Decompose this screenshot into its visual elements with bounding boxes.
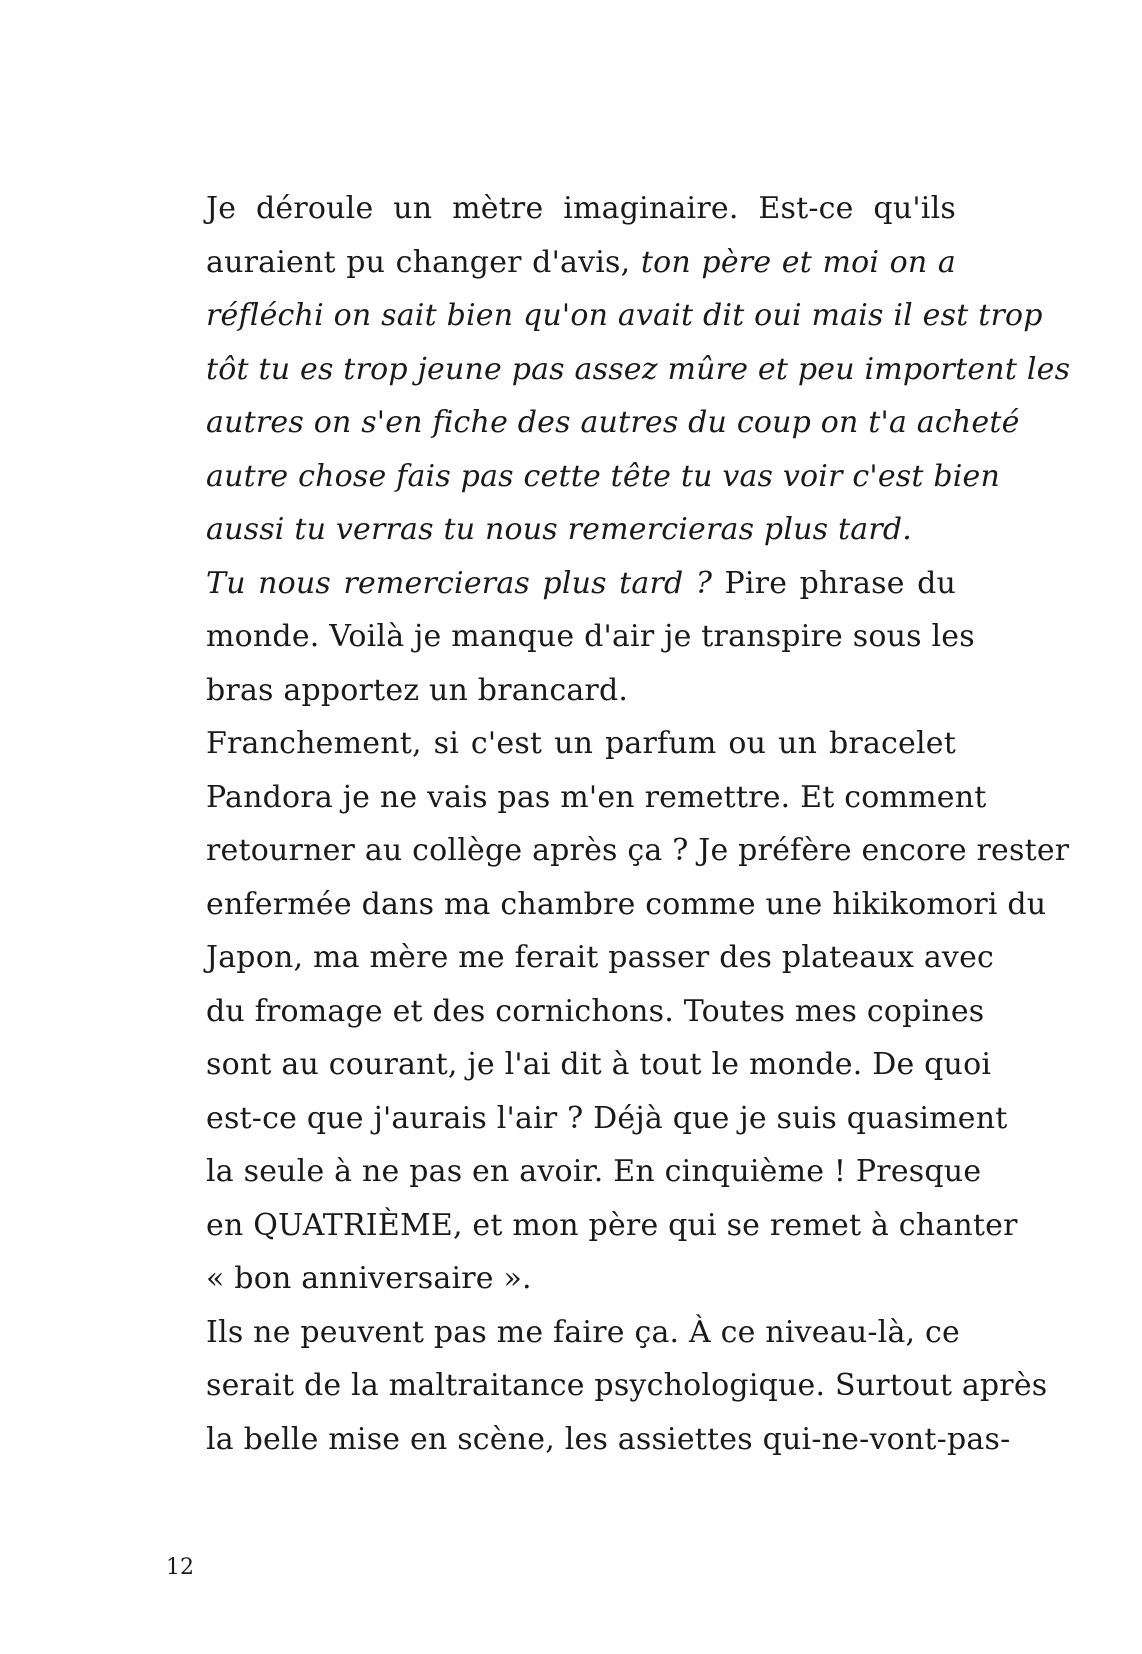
text-line: autres on s'en fiche des autres du coup on t'a acheté: [206, 405, 1020, 440]
text-line: du fromage et des cornichons. Toutes mes copines: [206, 993, 985, 1029]
body-text: [166, 182, 1071, 1466]
text-line: enfermée dans ma chambre comme une hikikomori du: [206, 886, 1047, 922]
text-line: [166, 236, 956, 290]
text-line: sont au courant, je l'ai dit à tout le monde. De quoi: [206, 1047, 992, 1082]
text-line: est-ce que j'aurais l'air ? Déjà que je suis quasiment: [206, 1100, 1008, 1136]
text-line: la seule à ne pas en avoir. En cinquième ! Presque: [206, 1154, 982, 1189]
text-line: Franchement, si c'est un parfum ou un bracelet: [206, 726, 956, 761]
page-number: 12: [166, 1555, 194, 1580]
italic-run: ton père et moi on a: [640, 244, 957, 280]
text-line: la belle mise en scène, les assiettes qui-ne-vont-pas-: [206, 1421, 1011, 1457]
text-line: Ils ne peuvent pas me faire ça. À ce niveau-là, ce: [206, 1314, 960, 1350]
text-line: aussi tu verras tu nous remercieras plus tard.: [206, 512, 913, 547]
text-line: Pandora je ne vais pas m'en remettre. Et comment: [206, 779, 987, 815]
text-line: monde. Voilà je manque d'air je transpire sous les: [206, 619, 975, 654]
text-line: autre chose fais pas cette tête tu vas voir c'est bien: [206, 458, 1001, 494]
text-line: Japon, ma mère me ferait passer des plateaux avec: [206, 940, 995, 975]
text-line: [166, 557, 956, 611]
paragraph-4: [166, 1306, 1048, 1467]
text-line: serait de la maltraitance psychologique. Surtout après: [206, 1368, 1048, 1403]
text-line: tôt tu es trop jeune pas assez mûre et peu importent les: [206, 351, 1071, 387]
paragraph-2: [166, 557, 975, 718]
text-line: réfléchi on sait bien qu'on avait dit oui mais il est trop: [206, 298, 1043, 333]
paragraph-1: [166, 182, 1071, 557]
italic-run: Tu nous remercieras plus tard ?: [206, 565, 713, 601]
text-line: bras apportez un brancard.: [206, 672, 629, 708]
paragraph-3: [166, 717, 1070, 1306]
text-line: « bon anniversaire ».: [206, 1261, 532, 1296]
text-line: retourner au collège après ça ? Je préfère encore rester: [206, 833, 1070, 868]
text-line: Je déroule un mètre imaginaire. Est-ce qu'ils: [206, 191, 956, 226]
text-line: en QUATRIÈME, et mon père qui se remet à chanter: [206, 1207, 1018, 1243]
text-run: Pire phrase du: [712, 565, 956, 601]
text-run: auraient pu changer d'avis,: [206, 244, 641, 280]
